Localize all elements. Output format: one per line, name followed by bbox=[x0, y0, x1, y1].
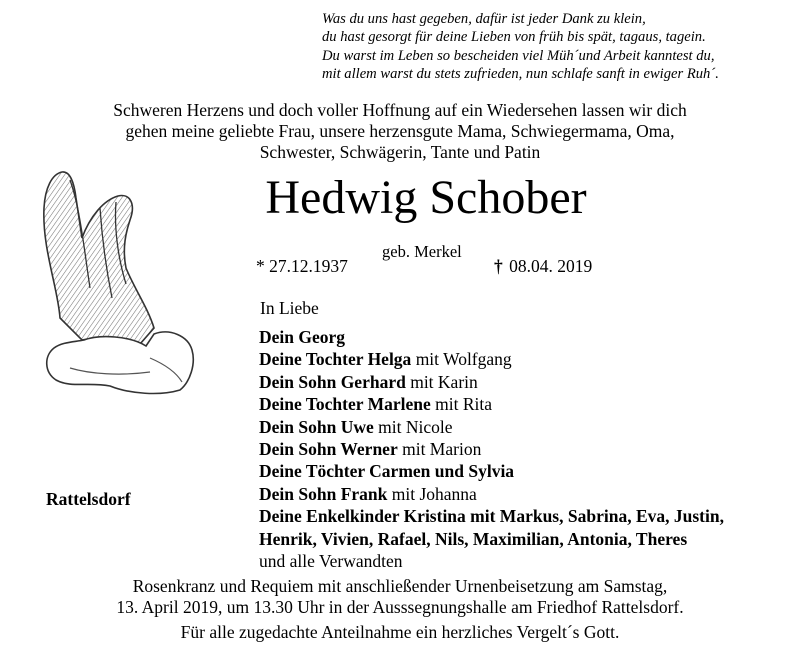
mourner-partner: mit Johanna bbox=[387, 483, 477, 504]
mourner-partner: mit Karin bbox=[405, 371, 478, 392]
intro-line: gehen meine geliebte Frau, unsere herzensgute Mama, Schwiegermama, Oma, bbox=[125, 121, 675, 141]
list-item bbox=[259, 483, 724, 505]
list-item bbox=[259, 528, 724, 550]
mourners-closing: und alle Verwandten bbox=[259, 550, 403, 571]
list-item bbox=[259, 348, 724, 370]
thanks-note: Für alle zugedachte Anteilnahme ein herzliches Vergelt´s Gott. bbox=[180, 622, 620, 642]
birth-date: * 27.12.1937 bbox=[256, 256, 348, 276]
birth-name: geb. Merkel bbox=[382, 242, 462, 261]
mourner-name: Deine Enkelkinder Kristina mit Markus, Sabrina, Eva, Justin, bbox=[259, 506, 724, 527]
list-item bbox=[259, 460, 724, 482]
mourner-partner: mit Nicole bbox=[373, 416, 453, 437]
mourners-list bbox=[259, 326, 724, 572]
list-item bbox=[259, 438, 724, 460]
intro-line: Schweren Herzens und doch voller Hoffnung auf ein Wiedersehen lassen wir dich bbox=[113, 100, 687, 120]
poem-line: Du warst im Leben so bescheiden viel Müh´und Arbeit kanntest du, bbox=[322, 47, 715, 64]
list-item bbox=[259, 505, 724, 527]
list-item bbox=[259, 371, 724, 393]
mourner-partner: mit Wolfgang bbox=[411, 349, 512, 370]
service-line: Rosenkranz und Requiem mit anschließender Urnenbeisetzung am Samstag, bbox=[132, 576, 668, 596]
poem bbox=[322, 10, 719, 84]
mourner-name: Dein Georg bbox=[259, 327, 346, 347]
mourner-partner: mit Rita bbox=[430, 394, 492, 415]
poem-line: Was du uns hast gegeben, dafür ist jeder Dank zu klein, bbox=[322, 11, 646, 27]
death-date: 08.04. 2019 bbox=[509, 256, 593, 276]
intro-text bbox=[0, 100, 800, 163]
mourner-name: Dein Sohn Uwe bbox=[259, 416, 374, 437]
list-item bbox=[259, 416, 724, 438]
place-name: Rattelsdorf bbox=[46, 489, 131, 509]
mourner-name: Deine Töchter Carmen und Sylvia bbox=[259, 461, 515, 482]
list-item bbox=[259, 393, 724, 415]
mourner-name: Deine Tochter Helga bbox=[259, 349, 412, 370]
deceased-name: Hedwig Schober bbox=[265, 171, 587, 224]
poem-line: mit allem warst du stets zufrieden, nun schlafe sanft in ewiger Ruh´. bbox=[322, 66, 719, 83]
cross-icon: † bbox=[494, 256, 503, 276]
poem-line: du hast gesorgt für deine Lieben von früh bis spät, tagaus, tagein. bbox=[322, 29, 706, 46]
mourner-name: Dein Sohn Frank bbox=[259, 483, 388, 504]
intro-line: Schwester, Schwägerin, Tante und Patin bbox=[259, 142, 541, 162]
list-item bbox=[259, 326, 724, 348]
mourner-name: Deine Tochter Marlene bbox=[259, 394, 431, 415]
mourner-partner: mit Marion bbox=[397, 438, 482, 459]
mourner-name: Dein Sohn Werner bbox=[259, 438, 398, 459]
service-line: 13. April 2019, um 13.30 Uhr in der Ausssegnungshalle am Friedhof Rattelsdorf. bbox=[116, 596, 684, 617]
mourner-name: Henrik, Vivien, Rafael, Nils, Maximilian, Antonia, Theres bbox=[259, 528, 688, 549]
death-date-line bbox=[494, 256, 592, 277]
mourner-name: Dein Sohn Gerhard bbox=[259, 371, 406, 392]
service-info bbox=[0, 576, 800, 617]
mourners-intro: In Liebe bbox=[260, 298, 319, 318]
